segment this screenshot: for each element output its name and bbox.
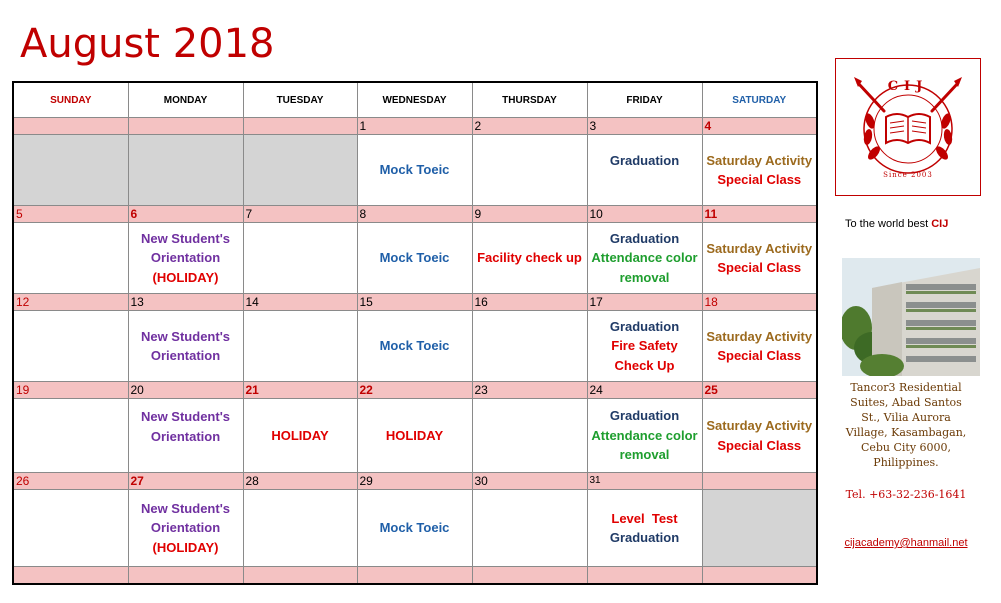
address-line: Suites, Abad Santos: [850, 396, 962, 409]
date-number: [702, 473, 817, 490]
day-header-saturday: SATURDAY: [702, 82, 817, 118]
empty-day-cell: [702, 490, 817, 567]
event-label: Saturday Activity: [706, 418, 813, 433]
event-label: Graduation: [609, 530, 680, 545]
day-cell[interactable]: [472, 311, 587, 382]
date-number: [243, 118, 357, 135]
event-label: Special Class: [717, 437, 802, 453]
date-number: 18: [702, 294, 817, 311]
event-label: Orientation: [150, 250, 221, 266]
day-header-sunday: SUNDAY: [13, 82, 128, 118]
address-line: Village, Kasambagan,: [845, 426, 967, 439]
events-row: [13, 223, 817, 294]
date-number: 13: [128, 294, 243, 311]
event-label: (HOLIDAY): [152, 539, 219, 555]
date-number: 17: [587, 294, 702, 311]
date-number: 26: [13, 473, 128, 490]
day-cell[interactable]: [702, 399, 817, 473]
date-number: 9: [472, 206, 587, 223]
event-label: New Student's: [140, 500, 231, 516]
footer-cell: [243, 567, 357, 585]
page-title: August 2018: [20, 21, 275, 67]
event-label: removal: [619, 447, 670, 463]
day-cell[interactable]: [587, 311, 702, 382]
day-cell[interactable]: [128, 399, 243, 473]
tagline-brand: CIJ: [931, 218, 949, 230]
date-number: 23: [472, 382, 587, 399]
day-cell[interactable]: [243, 399, 357, 473]
event-label: Graduation: [609, 153, 680, 168]
date-number: 22: [357, 382, 472, 399]
date-number: [13, 118, 128, 135]
date-number: 12: [13, 294, 128, 311]
day-cell[interactable]: [357, 135, 472, 206]
event-label: Orientation: [150, 348, 221, 363]
address-block: [836, 380, 976, 470]
events-row: [13, 490, 817, 567]
date-number: 28: [243, 473, 357, 490]
date-number: 29: [357, 473, 472, 490]
day-cell[interactable]: [587, 223, 702, 294]
event-label: (HOLIDAY): [152, 269, 219, 285]
cij-logo: [835, 58, 981, 196]
events-row: [13, 399, 817, 473]
date-number: 25: [702, 382, 817, 399]
day-cell[interactable]: [128, 490, 243, 567]
day-cell[interactable]: [128, 223, 243, 294]
date-number: 6: [128, 206, 243, 223]
event-label: Orientation: [150, 520, 221, 536]
events-row: [13, 311, 817, 382]
footer-cell: [357, 567, 472, 585]
day-cell[interactable]: [357, 399, 472, 473]
weekday-header-row: [13, 82, 817, 118]
date-number: 14: [243, 294, 357, 311]
day-header-tuesday: TUESDAY: [243, 82, 357, 118]
day-cell[interactable]: [13, 223, 128, 294]
date-number-row: [13, 206, 817, 223]
event-label: Graduation: [609, 408, 680, 424]
date-number: 16: [472, 294, 587, 311]
event-label: Saturday Activity: [706, 240, 813, 256]
event-label: Level Test: [611, 510, 678, 526]
date-number: 2: [472, 118, 587, 135]
date-number-row: [13, 118, 817, 135]
date-number-row: [13, 294, 817, 311]
event-label: removal: [619, 269, 670, 285]
day-cell[interactable]: [472, 135, 587, 206]
footer-cell: [13, 567, 128, 585]
day-header-friday: FRIDAY: [587, 82, 702, 118]
address-line: Philippines.: [873, 456, 939, 469]
event-label: Mock Toeic: [379, 520, 450, 536]
day-cell[interactable]: [243, 223, 357, 294]
day-cell[interactable]: [13, 490, 128, 567]
footer-cell: [587, 567, 702, 585]
day-cell[interactable]: [587, 490, 702, 567]
footer-row: [13, 567, 817, 585]
event-label: Mock Toeic: [379, 162, 450, 178]
date-number: 31: [587, 473, 702, 490]
day-cell[interactable]: [702, 223, 817, 294]
date-number: [128, 118, 243, 135]
date-number: 19: [13, 382, 128, 399]
event-label: Fire Safety: [611, 338, 678, 354]
footer-cell: [128, 567, 243, 585]
event-label: Special Class: [717, 172, 802, 187]
event-label: New Student's: [140, 230, 231, 246]
date-number: 3: [587, 118, 702, 135]
date-number: 4: [702, 118, 817, 135]
day-cell[interactable]: [243, 311, 357, 382]
date-number: 7: [243, 206, 357, 223]
address-line: Cebu City 6000,: [860, 441, 952, 454]
date-number: 15: [357, 294, 472, 311]
day-cell[interactable]: [472, 490, 587, 567]
day-cell[interactable]: [472, 399, 587, 473]
event-label: Special Class: [717, 348, 802, 363]
day-header-monday: MONDAY: [128, 82, 243, 118]
telephone: Tel. +63-32-236-1641: [845, 488, 967, 501]
event-label: HOLIDAY: [271, 427, 329, 443]
tagline-text: To the world best: [845, 218, 932, 230]
day-cell[interactable]: [357, 311, 472, 382]
day-cell[interactable]: [243, 490, 357, 567]
footer-cell: [702, 567, 817, 585]
event-label: Saturday Activity: [706, 152, 813, 168]
day-cell[interactable]: [357, 490, 472, 567]
date-number: 1: [357, 118, 472, 135]
event-label: Special Class: [717, 260, 802, 275]
date-number-row: [13, 382, 817, 399]
event-label: Graduation: [609, 318, 680, 334]
events-row: [13, 135, 817, 206]
tagline: [845, 218, 948, 230]
event-label: Check Up: [614, 357, 675, 373]
building-image: [842, 258, 980, 376]
day-cell[interactable]: [128, 311, 243, 382]
event-label: Facility check up: [477, 250, 582, 266]
empty-day-cell: [128, 135, 243, 206]
event-label: Attendance color: [591, 250, 698, 266]
day-cell[interactable]: [587, 399, 702, 473]
address-line: St., Vilia Aurora: [861, 411, 951, 424]
event-label: Mock Toeic: [379, 338, 450, 354]
event-label: Attendance color: [591, 427, 698, 443]
date-number: 24: [587, 382, 702, 399]
date-number: 20: [128, 382, 243, 399]
empty-day-cell: [243, 135, 357, 206]
date-number: 10: [587, 206, 702, 223]
date-number: 8: [357, 206, 472, 223]
date-number-row: [13, 473, 817, 490]
date-number: 30: [472, 473, 587, 490]
building-photo: [842, 258, 980, 376]
day-cell[interactable]: [702, 135, 817, 206]
date-number: 5: [13, 206, 128, 223]
event-label: New Student's: [140, 328, 231, 344]
email-link[interactable]: cijacademy@hanmail.net: [844, 537, 968, 549]
day-cell[interactable]: [472, 223, 587, 294]
day-cell[interactable]: [13, 311, 128, 382]
logo-text: CIJ: [887, 79, 929, 94]
event-label: Graduation: [609, 230, 680, 246]
event-label: Mock Toeic: [379, 250, 450, 266]
date-number: 27: [128, 473, 243, 490]
address-line: Tancor3 Residential: [850, 381, 962, 394]
date-number: 21: [243, 382, 357, 399]
day-cell[interactable]: [357, 223, 472, 294]
day-cell[interactable]: [702, 311, 817, 382]
event-label: Saturday Activity: [706, 328, 813, 344]
date-number: 11: [702, 206, 817, 223]
logo-since: Since 2003: [883, 171, 933, 179]
event-label: New Student's: [140, 409, 231, 424]
day-cell[interactable]: [587, 135, 702, 206]
day-cell[interactable]: [13, 399, 128, 473]
event-label: Orientation: [150, 428, 221, 444]
day-header-thursday: THURSDAY: [472, 82, 587, 118]
footer-cell: [472, 567, 587, 585]
day-header-wednesday: WEDNESDAY: [357, 82, 472, 118]
calendar-table: [12, 81, 818, 585]
event-label: HOLIDAY: [385, 427, 444, 443]
empty-day-cell: [13, 135, 128, 206]
